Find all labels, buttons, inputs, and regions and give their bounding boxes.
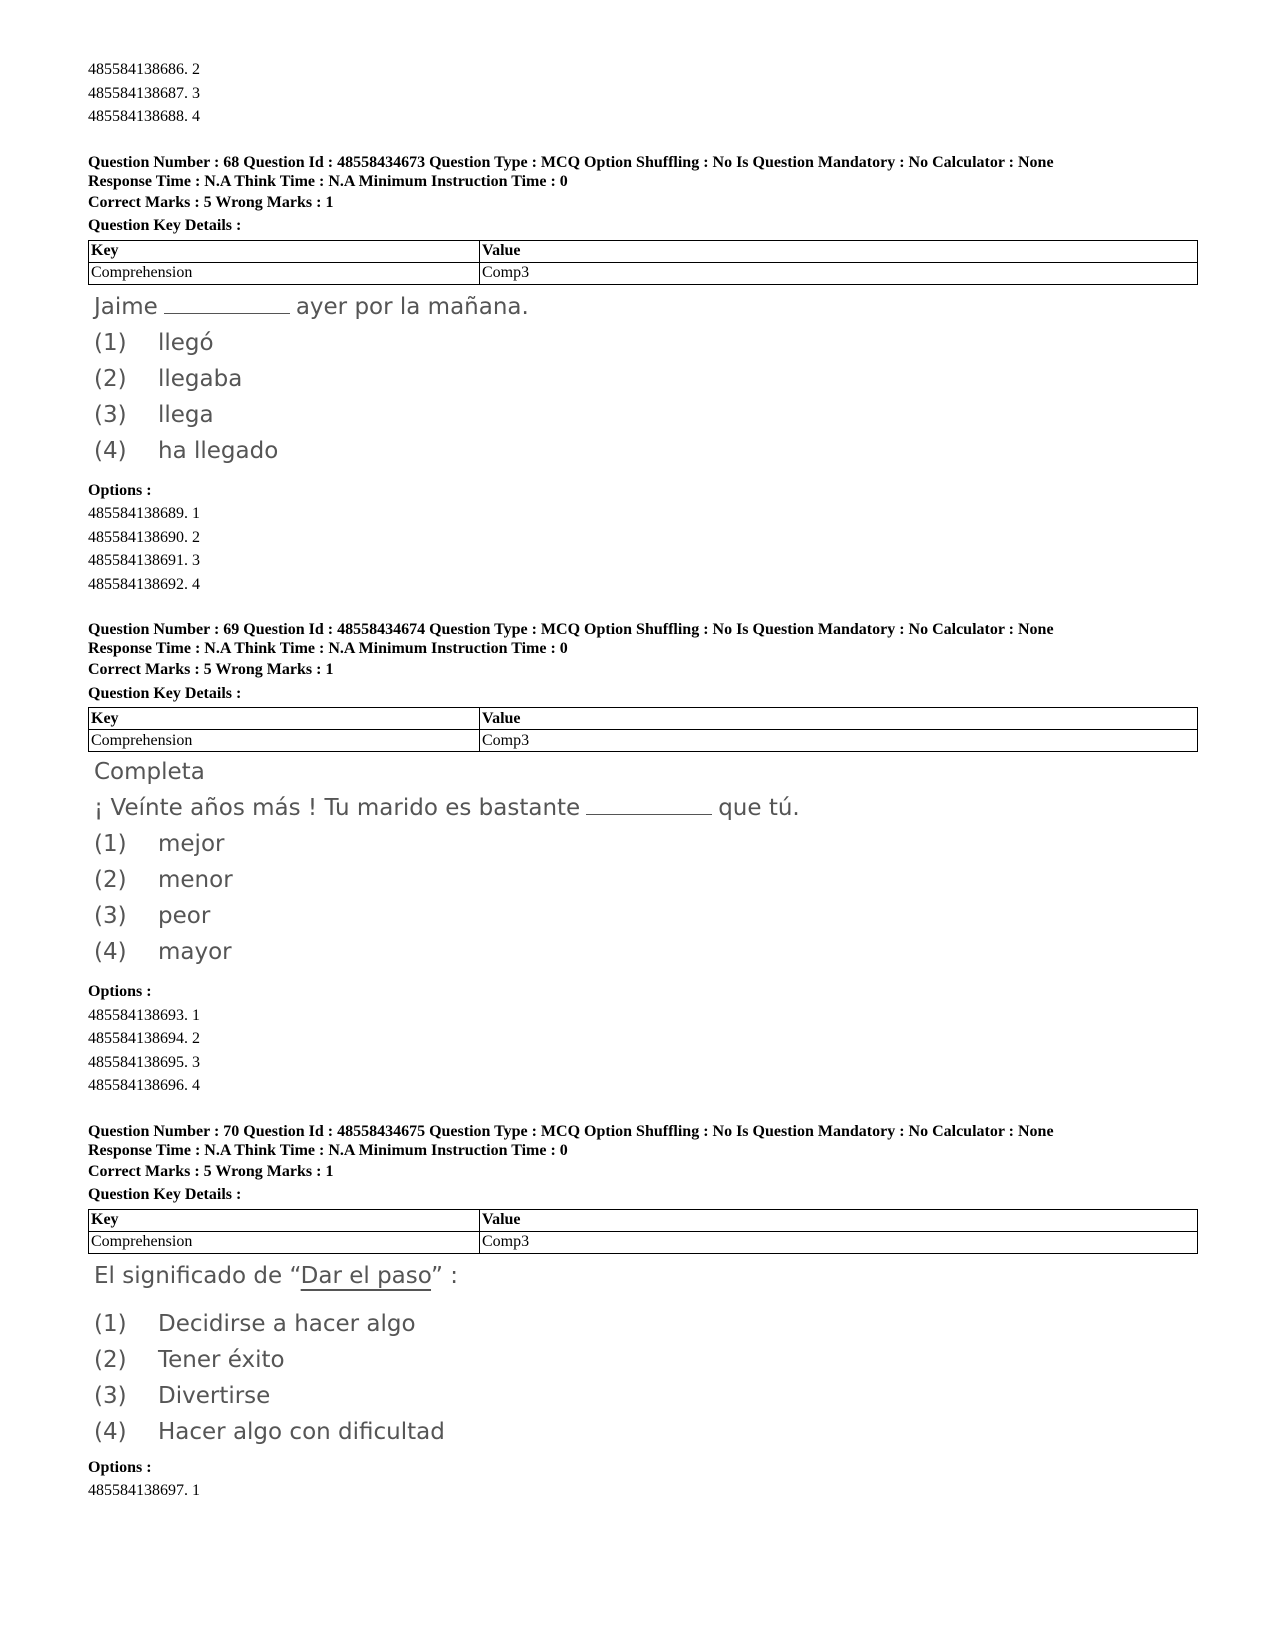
choice: (3) peor <box>94 903 211 929</box>
choice: (3) llega <box>94 401 214 428</box>
choice: (1) Decidirse a hacer algo <box>94 1310 416 1337</box>
value-cell: Comp3 <box>480 730 1198 752</box>
choice: (4) Hacer algo con dificultad <box>94 1418 445 1445</box>
option-line: 485584138693. 1 <box>88 1006 200 1024</box>
choice: (2) menor <box>94 867 233 893</box>
question-marks: Correct Marks : 5 Wrong Marks : 1 <box>88 193 334 211</box>
question-timing: Response Time : N.A Think Time : N.A Minimum Instruction Time : 0 <box>88 640 568 657</box>
previous-options <box>88 58 1198 129</box>
options-label: Options : <box>88 481 152 499</box>
question-body <box>94 754 1198 970</box>
option-line: 485584138692. 4 <box>88 575 200 593</box>
option-line: 485584138686. 2 <box>88 61 200 78</box>
key-details-table <box>88 240 1198 285</box>
question-meta: Question Number : 70 Question Id : 48558434675 Question Type : MCQ Option Shuffling : No Is Question Mandatory : No Calculator : None <box>88 1122 1054 1140</box>
choice: (2) Tener éxito <box>94 1346 285 1373</box>
choice: (1) mejor <box>94 831 225 857</box>
option-line: 485584138690. 2 <box>88 528 200 546</box>
choice: (3) Divertirse <box>94 1382 271 1409</box>
document-page <box>88 58 1198 1503</box>
key-details-label: Question Key Details : <box>88 684 242 702</box>
key-cell: Comprehension <box>89 730 480 752</box>
choice: (1) llegó <box>94 329 214 356</box>
key-details-label: Question Key Details : <box>88 1186 242 1203</box>
key-details-table <box>88 1209 1198 1254</box>
question-marks: Correct Marks : 5 Wrong Marks : 1 <box>88 1162 334 1180</box>
option-line: 485584138694. 2 <box>88 1030 200 1047</box>
question-body <box>94 289 1198 469</box>
question-meta: Question Number : 69 Question Id : 48558434674 Question Type : MCQ Option Shuffling : No Is Question Mandatory : No Calculator : None <box>88 621 1054 638</box>
choice: (4) ha llegado <box>94 437 279 464</box>
answer-blank <box>586 794 712 815</box>
question-timing: Response Time : N.A Think Time : N.A Minimum Instruction Time : 0 <box>88 172 568 190</box>
key-header: Key <box>89 1209 480 1231</box>
value-header: Value <box>480 708 1198 730</box>
option-line: 485584138696. 4 <box>88 1077 200 1094</box>
question-stem: Jaime ayer por la mañana. <box>94 293 529 320</box>
question-timing: Response Time : N.A Think Time : N.A Minimum Instruction Time : 0 <box>88 1141 568 1159</box>
choice: (2) llegaba <box>94 365 243 392</box>
question-meta: Question Number : 68 Question Id : 48558434673 Question Type : MCQ Option Shuffling : No Is Question Mandatory : No Calculator : None <box>88 153 1054 171</box>
value-cell: Comp3 <box>480 1231 1198 1253</box>
choice: (4) mayor <box>94 939 232 965</box>
key-header: Key <box>89 708 480 730</box>
option-line: 485584138688. 4 <box>88 108 200 125</box>
key-cell: Comprehension <box>89 1231 480 1253</box>
question-70 <box>88 1122 1198 1503</box>
option-line: 485584138687. 3 <box>88 84 200 102</box>
key-cell: Comprehension <box>89 262 480 284</box>
question-stem: ¡ Veínte años más ! Tu marido es bastante que tú. <box>94 795 800 821</box>
value-cell: Comp3 <box>480 262 1198 284</box>
question-body <box>94 1258 1198 1450</box>
option-line: 485584138691. 3 <box>88 552 200 569</box>
option-line: 485584138697. 1 <box>88 1482 200 1499</box>
options-label: Options : <box>88 983 152 1000</box>
answer-blank <box>164 293 290 314</box>
value-header: Value <box>480 1209 1198 1231</box>
question-stem: El significado de “Dar el paso” : <box>94 1262 458 1289</box>
value-header: Value <box>480 240 1198 262</box>
question-heading: Completa <box>94 759 205 785</box>
key-details-table <box>88 707 1198 752</box>
underlined-phrase: Dar el paso <box>300 1262 432 1289</box>
option-line: 485584138689. 1 <box>88 505 200 522</box>
key-header: Key <box>89 240 480 262</box>
key-details-label: Question Key Details : <box>88 217 242 234</box>
question-69 <box>88 620 1198 1098</box>
option-line: 485584138695. 3 <box>88 1053 200 1071</box>
question-marks: Correct Marks : 5 Wrong Marks : 1 <box>88 661 334 678</box>
question-68 <box>88 153 1198 597</box>
options-label: Options : <box>88 1458 152 1476</box>
